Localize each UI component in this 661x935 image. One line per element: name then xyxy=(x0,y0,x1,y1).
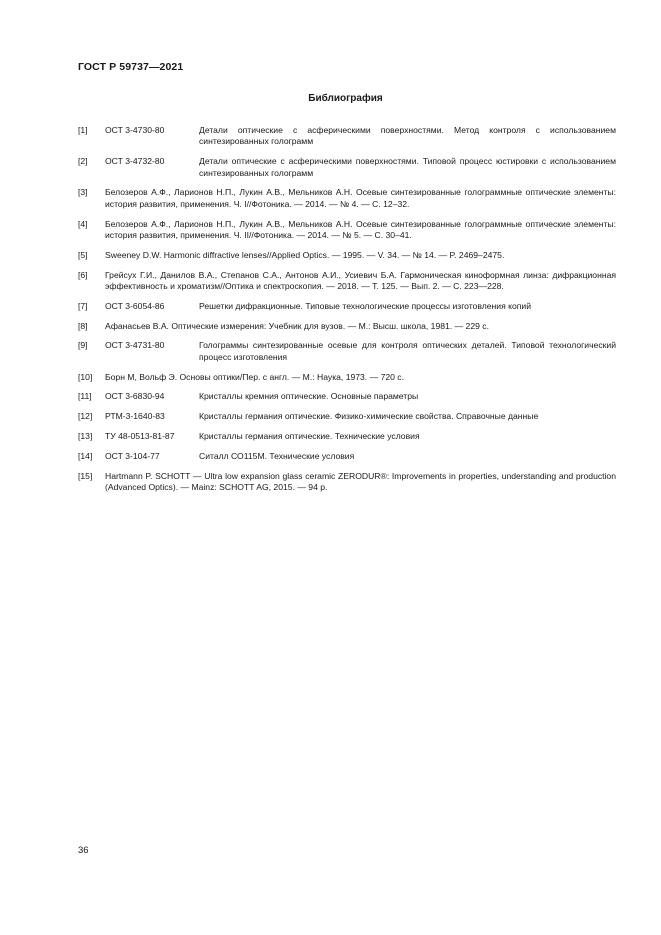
bibliography-entry xyxy=(78,411,616,422)
entry-number: [12] xyxy=(78,411,93,422)
entry-text: Sweeney D.W. Harmonic diffractive lenses//Applied Optics. — 1995. — V. 34. — № 14. — P. 2469–2475. xyxy=(105,249,505,260)
entry-number: [9] xyxy=(78,340,88,351)
entry-number: [4] xyxy=(78,218,88,229)
bibliography-entry xyxy=(78,340,616,363)
bibliography-entry xyxy=(78,187,616,210)
entry-code: ОСТ 3-6830-94 xyxy=(105,391,165,402)
bibliography-entry xyxy=(78,156,616,179)
entry-number: [10] xyxy=(78,371,93,382)
entry-number: [6] xyxy=(78,269,88,280)
standard-id: ГОСТ Р 59737—2021 xyxy=(78,61,184,73)
entry-code: ОСТ 3-4732-80 xyxy=(105,156,165,167)
bibliography-entry xyxy=(78,250,616,261)
bibliography-entry xyxy=(78,372,616,383)
section-title: Библиография xyxy=(308,93,383,104)
entry-number: [14] xyxy=(78,450,93,461)
entry-number: [13] xyxy=(78,431,93,441)
entry-text: Грейсух Г.И., Данилов В.А., Степанов С.А., Антонов А.И., Усиевич Б.А. Гармоническая киноформная линза: дифракционная эффективность и хроматизм//Оптика и спектроскопия. — 2018. — Т. 125. — Вып. 2. — С. 223—228. xyxy=(105,269,616,292)
entry-number: [2] xyxy=(78,156,88,167)
entry-number: [5] xyxy=(78,249,88,260)
entry-text: Белозеров А.Ф., Ларионов Н.П., Лукин А.В., Мельников А.Н. Осевые синтезированные голограммные оптические элементы: история развития, применения. Ч. I//Фотоника. — 2014. — № 4. — С. 12–32. xyxy=(105,187,616,209)
entry-text: Решетки дифракционные. Типовые технологические процессы изготовления копий xyxy=(199,300,532,311)
entry-text: Детали оптические с асферическими поверхностями. Типовой процесс юстировки с использованием синтезированных голограмм xyxy=(199,156,616,178)
entry-code: РТМ-3-1640-83 xyxy=(105,411,165,422)
entry-code: ОСТ 3-4730-80 xyxy=(105,125,165,135)
entry-text: Ситалл СО115М. Технические условия xyxy=(199,450,355,461)
entry-number: [15] xyxy=(78,470,93,481)
entry-text: Афанасьев В.А. Оптические измерения: Учебник для вузов. — М.: Высш. школа, 1981. — 229 с. xyxy=(105,320,489,331)
entry-number: [11] xyxy=(78,391,92,402)
entry-number: [7] xyxy=(78,300,88,311)
bibliography-entry xyxy=(78,270,616,293)
bibliography-entry xyxy=(78,431,616,442)
bibliography-entry xyxy=(78,219,616,242)
entry-text: Борн М, Вольф Э. Основы оптики/Пер. с англ. — М.: Наука, 1973. — 720 с. xyxy=(105,371,404,382)
entry-code: ОСТ 3-6054-86 xyxy=(105,300,165,311)
entry-text: Белозеров А.Ф., Ларионов Н.П., Лукин А.В., Мельников А.Н. Осевые синтезированные голограммные оптические элементы: история развития, применения. Ч. II//Фотоника. — 2014. — № 5. — С. 30–41. xyxy=(105,218,616,241)
entry-text: Hartmann P. SCHOTT — Ultra low expansion glass ceramic ZERODUR®: Improvements in properties, understanding and production (Advanced Optics). — Mainz: SCHOTT AG, 2015. — 94 p. xyxy=(105,470,616,492)
bibliography-entry xyxy=(78,451,616,462)
entry-text: Кристаллы германия оптические. Технические условия xyxy=(199,431,420,441)
bibliography-entry xyxy=(78,471,616,494)
bibliography-entry xyxy=(78,301,616,312)
entry-code: ОСТ 3-4731-80 xyxy=(105,340,165,351)
bibliography-entry xyxy=(78,391,616,402)
entry-text: Детали оптические с асферическими поверхностями. Метод контроля с использованием синтезированных голограмм xyxy=(199,125,616,147)
entry-number: [1] xyxy=(78,125,88,135)
entry-number: [3] xyxy=(78,187,88,198)
entry-number: [8] xyxy=(78,320,88,331)
page-number: 36 xyxy=(78,845,89,856)
entry-code: ОСТ 3-104-77 xyxy=(105,450,160,461)
bibliography-entry xyxy=(78,125,616,148)
entry-text: Голограммы синтезированные осевые для контроля оптических деталей. Типовой технологический процесс изготовления xyxy=(199,340,616,362)
entry-code: ТУ 48-0513-81-87 xyxy=(105,431,175,441)
bibliography-list xyxy=(78,125,616,502)
entry-text: Кристаллы кремния оптические. Основные параметры xyxy=(199,391,419,402)
entry-text: Кристаллы германия оптические. Физико-химические свойства. Справочные данные xyxy=(199,411,539,422)
bibliography-entry xyxy=(78,321,616,332)
